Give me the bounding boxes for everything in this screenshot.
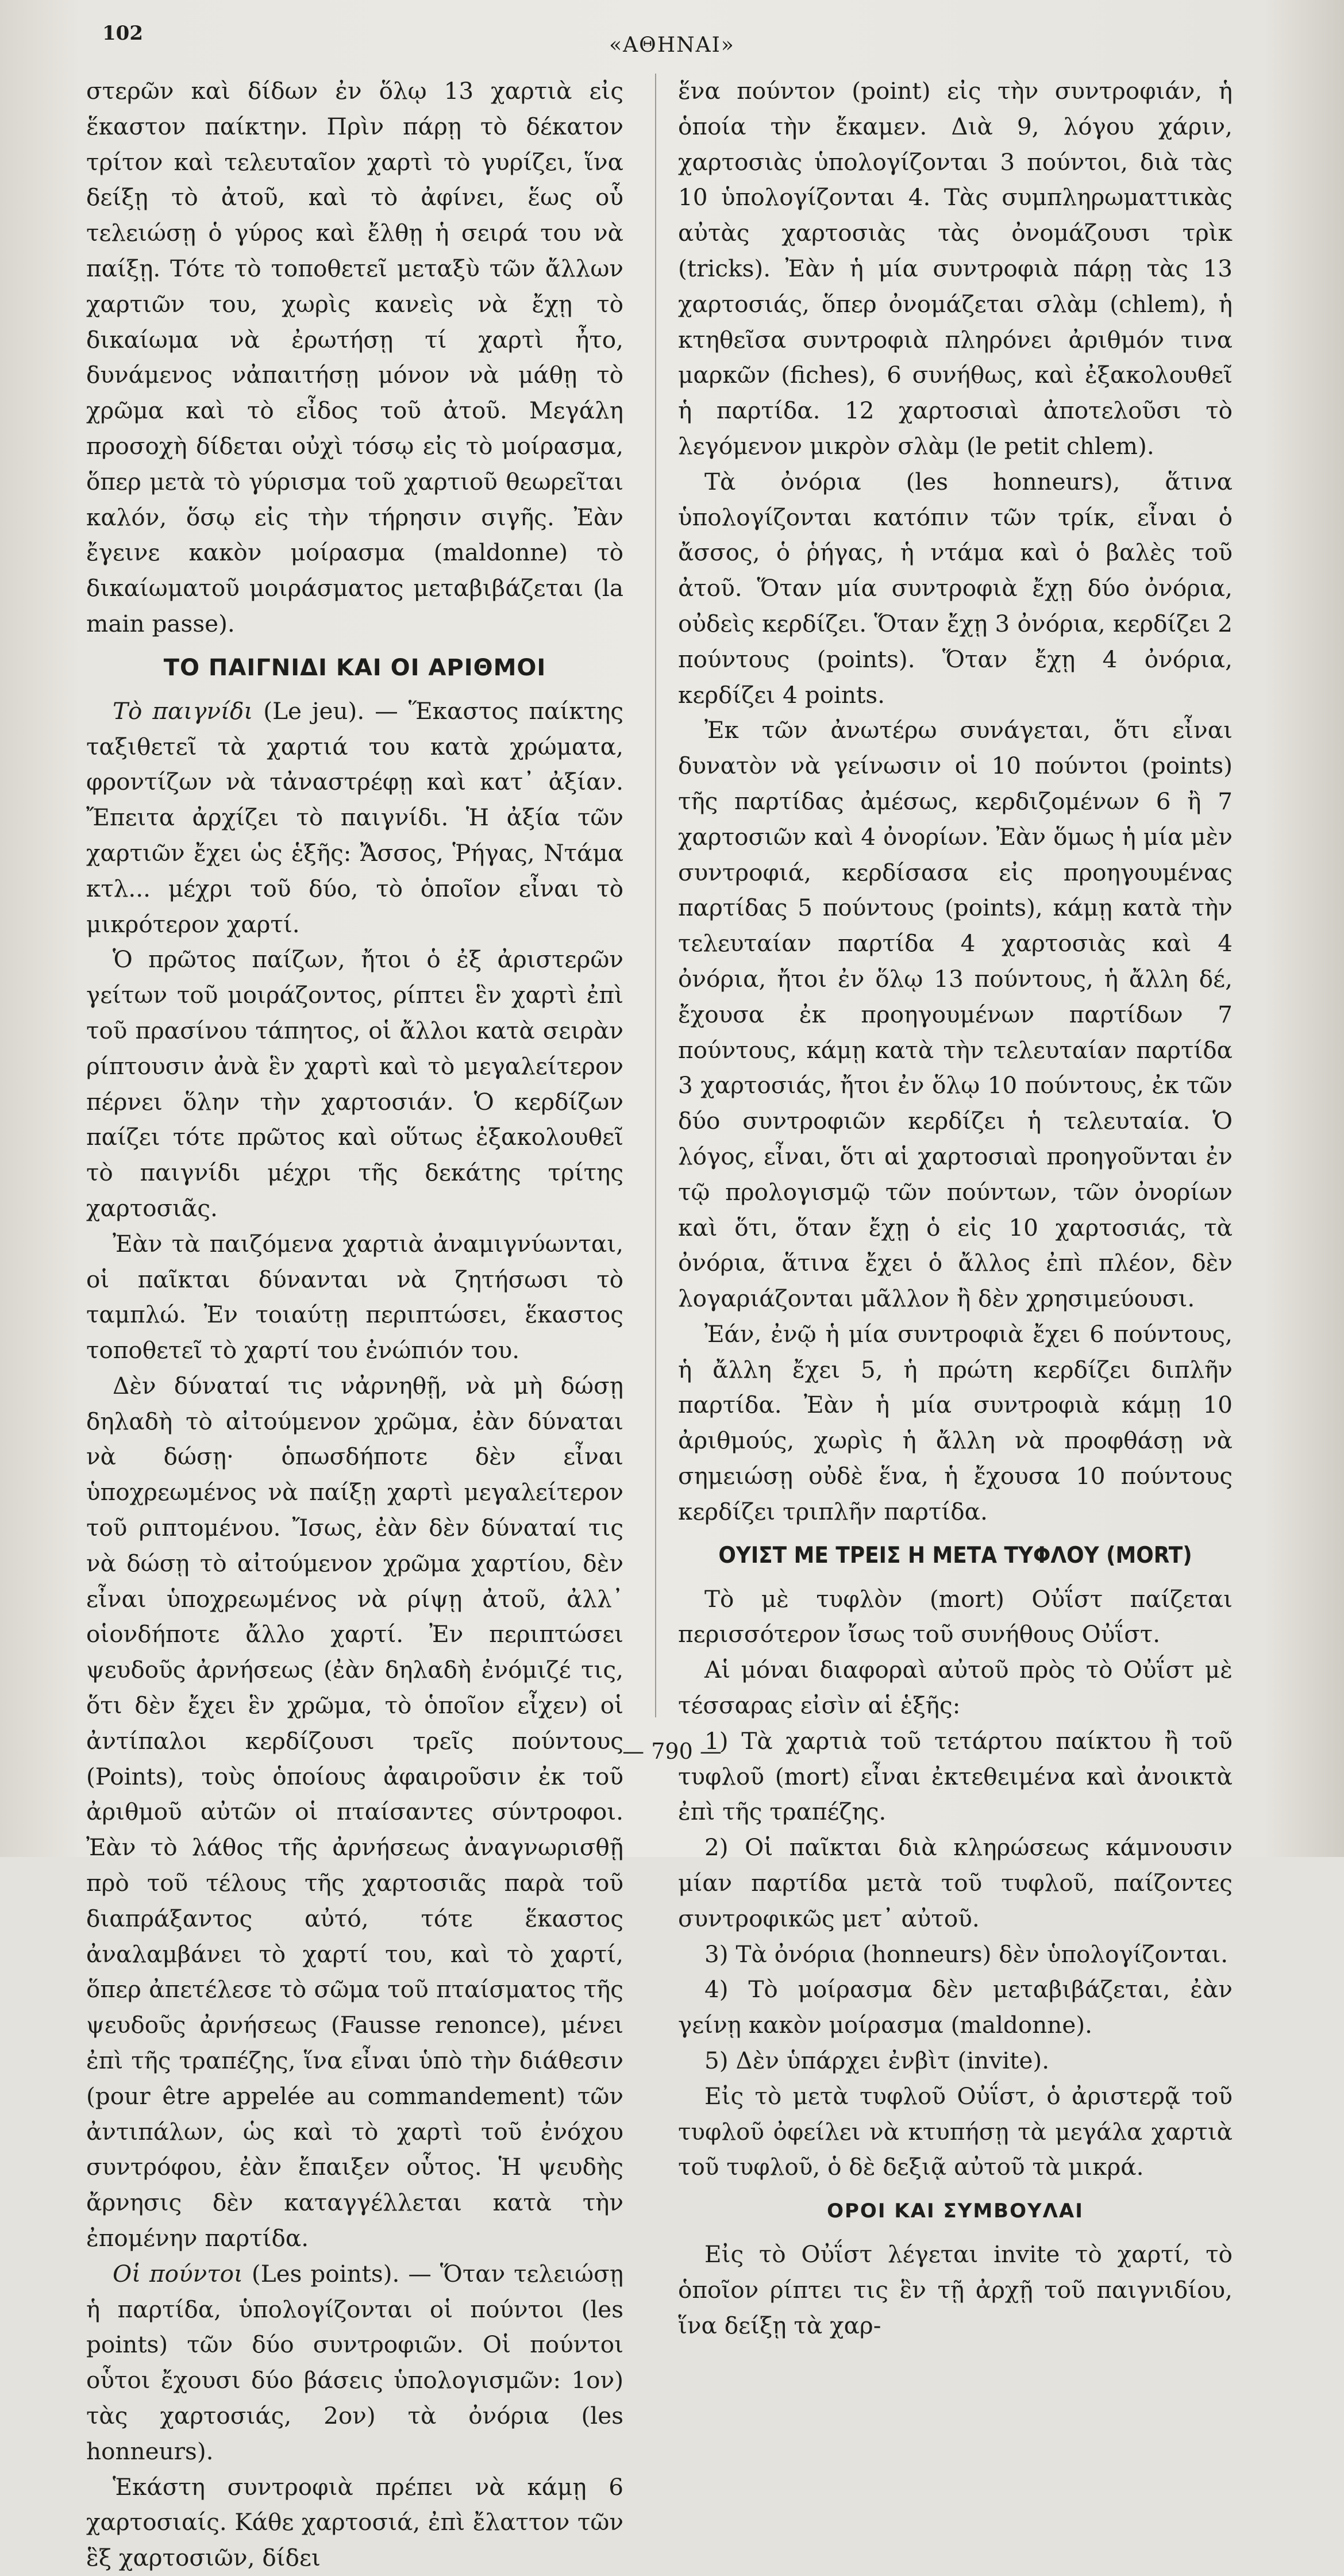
left-column [86, 74, 623, 2576]
right-paragraph-5: Τὸ μὲ τυφλὸν (mort) Οὐΐστ παίζεται περισσότερον ἴσως τοῦ συνήθους Οὐΐστ. [678, 1585, 1233, 1648]
left-paragraph-3: Ὁ πρῶτος παίζων, ἤτοι ὁ ἐξ ἀριστερῶν γείτων τοῦ μοιράζοντος, ρίπτει ἓν χαρτὶ ἐπὶ τοῦ πρασίνου τάπητος, οἱ ἄλλοι κατὰ σειρὰν ρίπτουσιν ἀνὰ ἓν χαρτὶ καὶ τὸ μεγαλείτερον πέρνει ὅλην τὴν χαρτοσιάν. Ὁ κερδίζων παίζει τότε πρῶτος καὶ οὕτως ἐξακολουθεῖ τὸ παιγνίδι μέχρι τῆς δεκάτης τρίτης χαρτοσιᾶς. [86, 945, 623, 1222]
right-column [678, 74, 1233, 2344]
page-footer-number: — 790 — [622, 1739, 722, 1764]
section-heading-game-numbers: ΤΟ ΠΑΙΓΝΙΔΙ ΚΑΙ ΟΙ ΑΡΙΘΜΟΙ [163, 654, 546, 681]
left-paragraph-6 [86, 2256, 623, 2470]
right-paragraph-4: Ἐάν, ἐνῷ ἡ μία συντροφιὰ ἔχει 6 πούντους, ἡ ἄλλη ἔχει 5, ἡ πρώτη κερδίζει διπλῆν παρτίδα. Ἐὰν ἡ μία συντροφιὰ κάμῃ 10 ἀριθμούς, χωρὶς ἡ ἄλλη νὰ προφθάσῃ νὰ σημειώσῃ οὐδὲ ἕνα, ἡ ἔχουσα 10 πούντους κερδίζει τριπλῆν παρτίδα. [678, 1320, 1233, 1525]
right-paragraph-8: Εἰς τὸ Οὐΐστ λέγεται invite τὸ χαρτί, τὸ ὁποῖον ρίπτει τις ἓν τῇ ἀρχῇ τοῦ παιγνιδίου, ἵνα δείξῃ τὰ χαρ- [678, 2240, 1233, 2339]
column-divider [655, 74, 656, 1717]
left-paragraph-2 [86, 694, 623, 943]
right-paragraph-2: Τὰ ὀνόρια (les honneurs), ἅτινα ὑπολογίζονται κατόπιν τῶν τρίκ, εἶναι ὁ ἄσσος, ὁ ῥήγας, ἡ ντάμα καὶ ὁ βαλὲς τοῦ ἀτοῦ. Ὅταν μία συντροφιὰ ἔχῃ δύο ὀνόρια, οὐδεὶς κερδίζει. Ὅταν ἔχῃ 3 ὀνόρια, κερδίζει 2 πούντους (points). Ὅταν ἔχῃ 4 ὀνόρια, κερδίζει 4 points. [678, 467, 1233, 709]
section-heading-terms-advice: ΟΡΟΙ ΚΑΙ ΣΥΜΒΟΥΛΑΙ [827, 2200, 1084, 2223]
paragraph-lead-term: Οἱ πούντοι [113, 2259, 243, 2287]
paragraph-body: (Le jeu). — Ἕκαστος παίκτης ταξιθετεῖ τὰ χαρτιά του κατὰ χρώματα, φροντίζων νὰ τἀναστρέφῃ καὶ κατ᾽ ἀξίαν. Ἔπειτα ἀρχίζει τὸ παιγνίδι. Ἡ ἀξία τῶν χαρτιῶν ἔχει ὡς ἑξῆς: Ἄσσος, Ῥήγας, Ντάμα κτλ... μέχρι τοῦ δύο, τὸ ὁποῖον εἶναι τὸ μικρότερον χαρτί. [86, 697, 623, 938]
paragraph-lead-term: Τὸ παιγνίδι [113, 697, 253, 725]
rule-list-item: 3) Τὰ ὀνόρια (honneurs) δὲν ὑπολογίζονται. [704, 1940, 1229, 1968]
rule-list-item: 2) Οἱ παῖκται διὰ κληρώσεως κάμνουσιν μίαν παρτίδα μετὰ τοῦ τυφλοῦ, παίζοντες συντροφικῶς μετ᾽ αὐτοῦ. [678, 1833, 1233, 1932]
rule-list-item: 4) Τὸ μοίρασμα δὲν μεταβιβάζεται, ἐὰν γείνῃ κακὸν μοίρασμα (maldonne). [678, 1975, 1233, 2039]
paragraph-body: (Les points). — Ὅταν τελειώσῃ ἡ παρτίδα, ὑπολογίζονται οἱ πούντοι (les points) τῶν δύο συντροφιῶν. Οἱ πούντοι οὗτοι ἔχουσι δύο βάσεις ὑπολογισμῶν: 1ον) τὰς χαρτοσιάς, 2ον) τὰ ὀνόρια (les honneurs). [86, 2259, 623, 2465]
page-number: 102 [102, 22, 143, 45]
section-heading-whist-three: ΟΥΙΣΤ ΜΕ ΤΡΕΙΣ Η ΜΕΤΑ ΤΥΦΛΟΥ (MORT) [718, 1542, 1192, 1568]
newspaper-title: «ΑΘΗΝΑΙ» [609, 33, 735, 57]
right-paragraph-7: Εἰς τὸ μετὰ τυφλοῦ Οὐΐστ, ὁ ἀριστερᾷ τοῦ τυφλοῦ ὀφείλει νὰ κτυπήσῃ τὰ μεγάλα χαρτιὰ τοῦ τυφλοῦ, ὁ δὲ δεξιᾷ αὐτοῦ τὰ μικρά. [678, 2082, 1233, 2181]
right-paragraph-3: Ἐκ τῶν ἀνωτέρω συνάγεται, ὅτι εἶναι δυνατὸν νὰ γείνωσιν οἱ 10 πούντοι (points) τῆς παρτίδας ἀμέσως, κερδιζομένων 6 ἢ 7 χαρτοσιῶν καὶ 4 ὀνορίων. Ἐὰν ὅμως ἡ μία μὲν συντροφιά, κερδίσασα εἰς προηγουμένας παρτίδας 5 πούντους (points), κάμῃ κατὰ τὴν τελευταίαν παρτίδα 4 χαρτοσιὰς καὶ 4 ὀνόρια, ἤτοι ἐν ὅλῳ 13 πούντους, ἡ ἄλλη δέ, ἔχουσα ἐκ προηγουμένων παρτίδων 7 πούντους, κάμῃ κατὰ τὴν τελευταίαν παρτίδα 3 χαρτοσιάς, ἤτοι ἐν ὅλῳ 10 πούντους, ἐκ τῶν δύο συντροφιῶν κερδίζει ἡ τελευταία. Ὁ λόγος, εἶναι, ὅτι αἱ χαρτοσιαὶ προηγοῦνται ἐν τῷ προλογισμῷ τῶν πούντων, τῶν ὀνορίων καὶ ὅτι, ὅταν ἔχῃ ὁ εἰς 10 χαρτοσιάς, τὰ ὀνόρια, ἅτινα ἔχει ὁ ἄλλος ἐπὶ πλέον, δὲν λογαριάζονται μᾶλλον ἢ δὲν χρησιμεύουσι. [678, 716, 1233, 1313]
left-paragraph-4: Ἐὰν τὰ παιζόμενα χαρτιὰ ἀναμιγνύωνται, οἱ παῖκται δύνανται νὰ ζητήσωσι τὸ ταμπλώ. Ἐν τοιαύτῃ περιπτώσει, ἕκαστος τοποθετεῖ τὸ χαρτί του ἐνώπιόν του. [86, 1229, 623, 1364]
right-paragraph-1: ἕνα πούντον (point) εἰς τὴν συντροφιάν, ἡ ὁποία τὴν ἔκαμεν. Διὰ 9, λόγου χάριν, χαρτοσιὰς ὑπολογίζονται 3 πούντοι, διὰ τὰς 10 ὑπολογίζονται 4. Τὰς συμπληρωματτικὰς αὐτὰς χαρτοσιὰς τὰς ὀνομάζουσι τρὶκ (tricks). Ἐὰν ἡ μία συντροφιὰ πάρῃ τὰς 13 χαρτοσιάς, ὅπερ ὀνομάζεται σλὰμ (chlem), ἡ κτηθεῖσα συντροφιὰ πληρόνει ἀριθμόν τινα μαρκῶν (fiches), 6 συνήθως, καὶ ἐξακολουθεῖ ἡ παρτίδα. 12 χαρτοσιαὶ ἀποτελοῦσι τὸ λεγόμενον μικρὸν σλὰμ (le petit chlem). [678, 77, 1233, 460]
rule-list-item: 5) Δὲν ὑπάρχει ἐνβὶτ (invite). [704, 2047, 1050, 2075]
rule-list-item: 1) Τὰ χαρτιὰ τοῦ τετάρτου παίκτου ἢ τοῦ τυφλοῦ (mort) εἶναι ἐκτεθειμένα καὶ ἀνοικτὰ ἐπὶ τῆς τραπέζης. [678, 1727, 1233, 1826]
left-paragraph-1: στερῶν καὶ δίδων ἐν ὅλῳ 13 χαρτιὰ εἰς ἕκαστον παίκτην. Πρὶν πάρῃ τὸ δέκατον τρίτον καὶ τελευταῖον χαρτὶ τὸ γυρίζει, ἵνα δείξῃ τὸ ἀτοῦ, καὶ τὸ ἀφίνει, ἕως οὗ τελειώσῃ ὁ γύρος καὶ ἔλθῃ ἡ σειρά του νὰ παίξῃ. Τότε τὸ τοποθετεῖ μεταξὺ τῶν ἄλλων χαρτιῶν του, χωρὶς κανεὶς νὰ ἔχῃ τὸ δικαίωμα νὰ ἐρωτήσῃ τί χαρτὶ ἦτο, δυνάμενος νἀπαιτήσῃ μόνον νὰ μάθῃ τὸ χρῶμα καὶ τὸ εἶδος τοῦ ἀτοῦ. Μεγάλη προσοχὴ δίδεται οὐχὶ τόσῳ εἰς τὸ μοίρασμα, ὅπερ μετὰ τὸ γύρισμα τοῦ χαρτιοῦ θεωρεῖται καλόν, ὅσῳ εἰς τὴν τήρησιν σιγῆς. Ἐὰν ἔγεινε κακὸν μοίρασμα (maldonne) τὸ δικαίωματοῦ μοιράσματος μεταβιβάζεται (la main passe). [86, 77, 623, 637]
left-paragraph-5: Δὲν δύναταί τις νἀρνηθῇ, νὰ μὴ δώσῃ δηλαδὴ τὸ αἰτούμενον χρῶμα, ἐὰν δύναται νὰ δώσῃ· ὁπωσδήποτε δὲν εἶναι ὑποχρεωμένος νὰ παίξῃ χαρτὶ μεγαλείτερον τοῦ ριπτομένου. Ἴσως, ἐὰν δὲν δύναταί τις νὰ δώσῃ τὸ αἰτούμενον χρῶμα χαρτίου, δὲν εἶναι ὑποχρεωμένος νὰ ρίψῃ ἀτοῦ, ἀλλ᾽ οἱονδήποτε ἄλλο χαρτί. Ἐν περιπτώσει ψευδοῦς ἀρνήσεως (ἐὰν δηλαδὴ ἐνόμιζέ τις, ὅτι δὲν ἔχει ἓν χρῶμα, τὸ ὁποῖον εἶχεν) οἱ ἀντίπαλοι κερδίζουσι τρεῖς πούντους (Points), τοὺς ὁποίους ἀφαιροῦσιν ἐκ τοῦ ἀριθμοῦ αὐτῶν οἱ πταίσαντες σύντροφοι. Ἐὰν τὸ λάθος τῆς ἀρνήσεως ἀναγνωρισθῇ πρὸ τοῦ τέλους τῆς χαρτοσιᾶς παρὰ τοῦ διαπράξαντος αὐτό, τότε ἕκαστος ἀναλαμβάνει τὸ χαρτί του, καὶ τὸ χαρτί, ὅπερ ἀπετέλεσε τὸ σῶμα τοῦ πταίσματος τῆς ψευδοῦς ἀρνήσεως (Fausse renonce), μένει ἐπὶ τῆς τραπέζης, ἵνα εἶναι ὑπὸ τὴν διάθεσιν (pour être appelée au commandement) τῶν ἀντιπάλων, ὡς καὶ τὸ χαρτὶ τοῦ ἐνόχου συντρόφου, ἐὰν ἔπαιξεν οὗτος. Ἡ ψευδὴς ἄρνησις δὲν καταγγέλλεται κατὰ τὴν ἐπομένην παρτίδα. [86, 1371, 623, 2252]
left-paragraph-7: Ἑκάστη συντροφιὰ πρέπει νὰ κάμῃ 6 χαρτοσιαίς. Κάθε χαρτοσιά, ἐπὶ ἔλαττον τῶν ἓξ χαρτοσιῶν, δίδει [86, 2473, 623, 2572]
right-paragraph-6: Αἱ μόναι διαφοραὶ αὐτοῦ πρὸς τὸ Οὐΐστ μὲ τέσσαρας εἰσὶν αἱ ἑξῆς: [678, 1656, 1233, 1720]
